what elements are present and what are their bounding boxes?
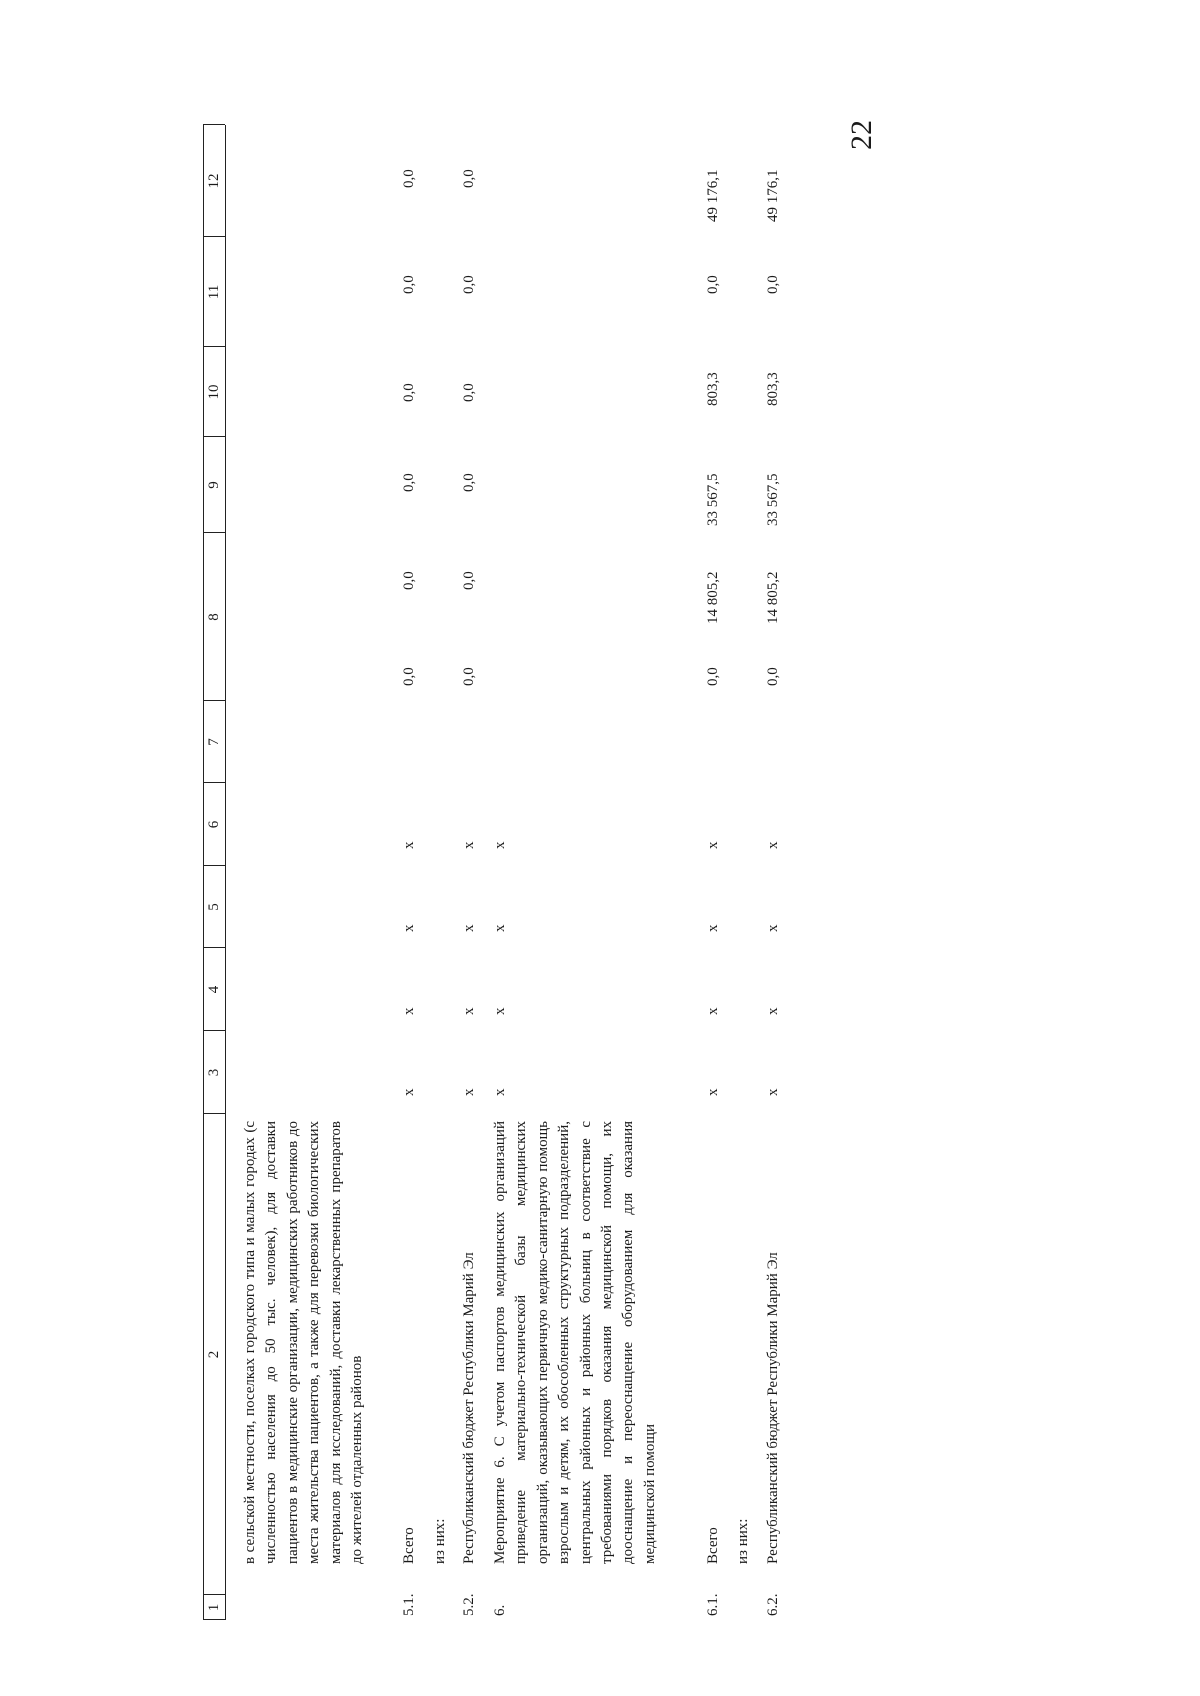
cell-value-col9: 0,0 bbox=[401, 473, 417, 492]
cell-value-col4: x bbox=[765, 1007, 781, 1015]
column-header-3: 3 bbox=[206, 1068, 222, 1077]
cell-value-col5: x bbox=[765, 924, 781, 932]
cell-value-col4: x bbox=[705, 1007, 721, 1015]
cell-value-col7: 0,0 bbox=[401, 667, 417, 686]
cell-value-col6: x bbox=[765, 841, 781, 849]
row-label: Всего bbox=[705, 1527, 721, 1564]
cell-value-col5: x bbox=[492, 924, 508, 932]
column-header-11: 11 bbox=[206, 284, 222, 300]
cell-value-col8: 0,0 bbox=[461, 571, 477, 590]
cell-value-col3: x bbox=[401, 1088, 417, 1096]
cell-value-col6: x bbox=[401, 841, 417, 849]
column-header-5: 5 bbox=[206, 903, 222, 911]
cell-value-col11: 0,0 bbox=[705, 275, 721, 294]
cell-value-col6: x bbox=[705, 841, 721, 849]
cell-value-col9: 0,0 bbox=[461, 473, 477, 492]
row-number: 6. bbox=[492, 1604, 508, 1616]
cell-value-col5: x bbox=[401, 924, 417, 932]
row-number: 5.1. bbox=[401, 1593, 417, 1616]
cell-value-col8: 14 805,2 bbox=[765, 571, 781, 624]
cell-value-col12: 0,0 bbox=[461, 169, 477, 188]
cell-value-col8: 0,0 bbox=[401, 571, 417, 590]
cell-value-col9: 33 567,5 bbox=[705, 473, 721, 526]
row-label: Республиканский бюджет Республики Марий Эл bbox=[765, 1252, 781, 1564]
budget-table bbox=[203, 125, 863, 1620]
cell-value-col8: 14 805,2 bbox=[705, 571, 721, 624]
cell-value-col4: x bbox=[492, 1007, 508, 1015]
cell-value-col5: x bbox=[705, 924, 721, 932]
cell-value-col6: x bbox=[492, 841, 508, 849]
cell-value-col7: 0,0 bbox=[705, 667, 721, 686]
column-header-2: 2 bbox=[206, 1350, 222, 1359]
column-header-6: 6 bbox=[206, 820, 222, 829]
column-header-7: 7 bbox=[206, 738, 222, 746]
cell-value-col7: 0,0 bbox=[765, 667, 781, 686]
cell-value-col4: x bbox=[401, 1007, 417, 1015]
row-number: 6.1. bbox=[705, 1593, 721, 1616]
cell-value-col7: 0,0 bbox=[461, 667, 477, 686]
cell-value-col3: x bbox=[765, 1088, 781, 1096]
cell-value-col3: x bbox=[705, 1088, 721, 1096]
page-number: 22 bbox=[845, 120, 878, 150]
row-number: 6.2. bbox=[765, 1593, 781, 1616]
cell-value-col9: 33 567,5 bbox=[765, 473, 781, 526]
column-header-1: 1 bbox=[206, 1603, 222, 1612]
cell-value-col3: x bbox=[492, 1088, 508, 1096]
cell-value-col12: 49 176,1 bbox=[765, 169, 781, 222]
column-header-4: 4 bbox=[206, 985, 222, 994]
column-header-8: 8 bbox=[206, 613, 222, 621]
column-header-12: 12 bbox=[206, 173, 222, 189]
column-header-10: 10 bbox=[206, 384, 222, 400]
cell-value-col10: 0,0 bbox=[461, 383, 477, 402]
cell-value-col4: x bbox=[461, 1007, 477, 1015]
row-number: 5.2. bbox=[461, 1593, 477, 1616]
cell-value-col6: x bbox=[461, 841, 477, 849]
header-bottom-rule bbox=[225, 125, 226, 1620]
row-label: из них: bbox=[735, 1518, 751, 1564]
cell-value-col12: 49 176,1 bbox=[705, 169, 721, 222]
continuation-text: в сельской местности, поселках городского типа и малых городах (с численностью населения до 50 тыс. человек), для доставки пациентов в медицинские организации, медицинских работников до места жительства пациентов, а также для перевозки биологических материалов для исследований, доставки лекарственных препаратов до жителей отдаленных районов bbox=[242, 1121, 366, 1564]
column-header-9: 9 bbox=[206, 481, 222, 489]
cell-value-col11: 0,0 bbox=[765, 275, 781, 294]
cell-value-col10: 803,3 bbox=[765, 372, 781, 406]
cell-value-col11: 0,0 bbox=[401, 275, 417, 294]
row-label: Республиканский бюджет Республики Марий Эл bbox=[461, 1252, 477, 1564]
cell-value-col10: 803,3 bbox=[705, 372, 721, 406]
row-label: Мероприятие 6. С учетом паспортов медицинских организаций приведение материально-технической базы медицинских организаций, оказывающих первичную медико-санитарную помощь взрослым и детям, их обособленных структурных подразделений, центральных районных и районных больниц в соответствие с требованиями порядков оказания медицинской помощи, их дооснащение и переоснащение оборудованием для оказания медицинской помощи bbox=[492, 1121, 658, 1564]
cell-value-col5: x bbox=[461, 924, 477, 932]
row-label: из них: bbox=[432, 1518, 448, 1564]
row-label: Всего bbox=[401, 1527, 417, 1564]
cell-value-col11: 0,0 bbox=[461, 275, 477, 294]
cell-value-col12: 0,0 bbox=[401, 169, 417, 188]
cell-value-col10: 0,0 bbox=[401, 383, 417, 402]
cell-value-col3: x bbox=[461, 1088, 477, 1096]
